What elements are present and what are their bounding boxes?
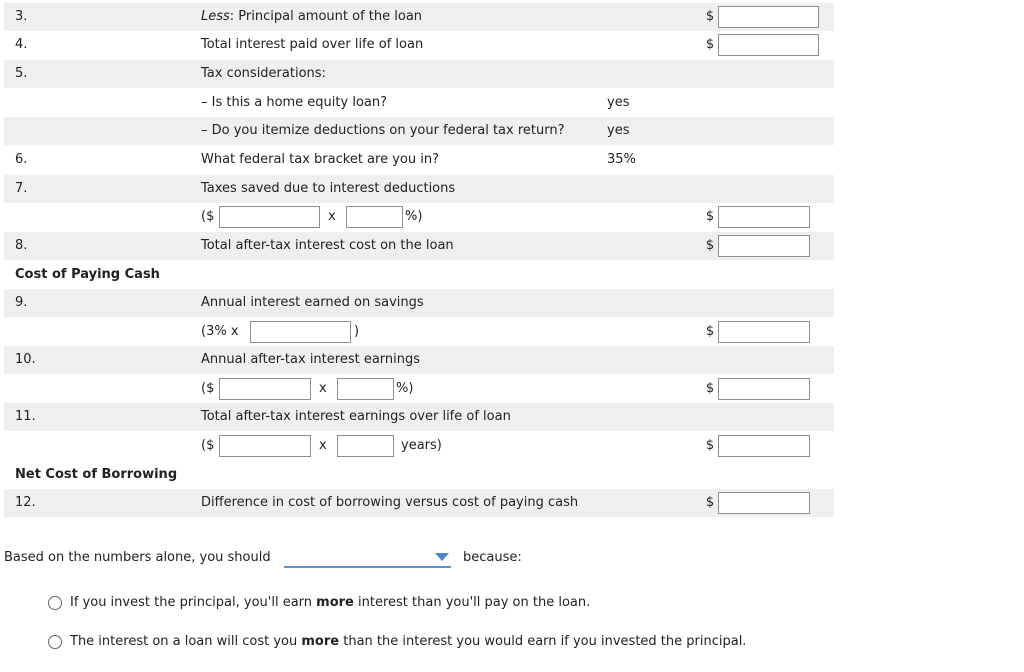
annual-earnings-input[interactable]	[219, 378, 311, 400]
row-number: 4.	[15, 37, 28, 52]
row-label: Less: Principal amount of the loan	[201, 9, 423, 24]
row-5	[4, 60, 834, 88]
after-tax-rate-input[interactable]	[337, 378, 394, 400]
row-6	[4, 146, 834, 174]
row-number: 6.	[15, 152, 28, 167]
after-tax-earnings-input[interactable]	[718, 378, 810, 400]
row-label: – Do you itemize deductions on your federal tax return?	[201, 123, 565, 138]
section-cost-of-paying-cash	[4, 260, 834, 288]
formula-close: years)	[401, 438, 442, 453]
conclusion-suffix: because:	[463, 550, 522, 565]
row-10	[4, 346, 834, 374]
formula-open: (3% x	[201, 324, 239, 339]
radio-option-1[interactable]	[48, 596, 62, 610]
row-10-formula	[4, 375, 834, 403]
currency-symbol: $	[705, 324, 715, 339]
formula-open: ($	[201, 209, 215, 224]
formula-close: %)	[405, 209, 423, 224]
currency-symbol: $	[705, 9, 715, 24]
row-label: Total after-tax interest earnings over life of loan	[201, 409, 511, 424]
total-interest-input[interactable]	[718, 34, 819, 56]
row-7	[4, 175, 834, 203]
formula-close: %)	[396, 381, 414, 396]
row-3	[4, 3, 834, 31]
yearly-earnings-input[interactable]	[219, 435, 311, 457]
row-label: Tax considerations:	[201, 66, 326, 81]
years-input[interactable]	[337, 435, 394, 457]
recommendation-dropdown[interactable]	[284, 548, 451, 568]
row-label: Total after-tax interest cost on the loan	[201, 238, 454, 253]
row-11-formula	[4, 432, 834, 460]
row-answer: 35%	[607, 152, 636, 167]
taxes-saved-input[interactable]	[718, 206, 810, 228]
option-1-label[interactable]: If you invest the principal, you'll earn more interest than you'll pay on the loan.	[70, 595, 591, 610]
row-number: 8.	[15, 238, 28, 253]
row-9-formula	[4, 318, 834, 346]
currency-symbol: $	[705, 209, 715, 224]
section-net-cost-of-borrowing	[4, 460, 834, 488]
principal-input[interactable]	[718, 6, 819, 28]
annual-interest-input[interactable]	[718, 321, 810, 343]
row-number: 12.	[15, 495, 36, 510]
row-number: 10.	[15, 352, 36, 367]
chevron-down-icon	[435, 553, 449, 561]
row-number: 9.	[15, 295, 28, 310]
total-earnings-input[interactable]	[718, 435, 810, 457]
times-sign: x	[319, 438, 327, 453]
formula-open: ($	[201, 381, 215, 396]
currency-symbol: $	[705, 381, 715, 396]
row-7-formula	[4, 203, 834, 231]
row-label: Annual interest earned on savings	[201, 295, 424, 310]
row-5b	[4, 117, 834, 145]
row-number: 7.	[15, 181, 28, 196]
row-5a	[4, 89, 834, 117]
currency-symbol: $	[705, 438, 715, 453]
row-8	[4, 232, 834, 260]
formula-open: ($	[201, 438, 215, 453]
row-number: 11.	[15, 409, 36, 424]
interest-paid-input[interactable]	[219, 206, 320, 228]
option-2-label[interactable]: The interest on a loan will cost you more than the interest you would earn if you invested the principal.	[70, 634, 747, 649]
formula-close: )	[354, 324, 360, 339]
row-label: Annual after-tax interest earnings	[201, 352, 421, 367]
row-label: Difference in cost of borrowing versus cost of paying cash	[201, 495, 579, 510]
times-sign: x	[319, 381, 327, 396]
row-9	[4, 289, 834, 317]
row-label: – Is this a home equity loan?	[201, 95, 388, 110]
currency-symbol: $	[705, 495, 715, 510]
row-12	[4, 489, 834, 517]
row-label: What federal tax bracket are you in?	[201, 152, 439, 167]
times-sign: x	[328, 209, 336, 224]
row-answer: yes	[607, 95, 630, 110]
tax-rate-input[interactable]	[346, 206, 403, 228]
row-answer: yes	[607, 123, 630, 138]
difference-input[interactable]	[718, 492, 810, 514]
section-title: Net Cost of Borrowing	[15, 467, 178, 482]
currency-symbol: $	[705, 37, 715, 52]
currency-symbol: $	[705, 238, 715, 253]
savings-amount-input[interactable]	[250, 321, 351, 343]
row-number: 5.	[15, 66, 28, 81]
row-number: 3.	[15, 9, 28, 24]
after-tax-cost-input[interactable]	[718, 235, 810, 257]
row-11	[4, 403, 834, 431]
row-label: Taxes saved due to interest deductions	[201, 181, 456, 196]
row-label: Total interest paid over life of loan	[201, 37, 424, 52]
row-4	[4, 31, 834, 59]
conclusion-prefix: Based on the numbers alone, you should	[4, 550, 271, 565]
section-title: Cost of Paying Cash	[15, 267, 160, 282]
radio-option-2[interactable]	[48, 635, 62, 649]
